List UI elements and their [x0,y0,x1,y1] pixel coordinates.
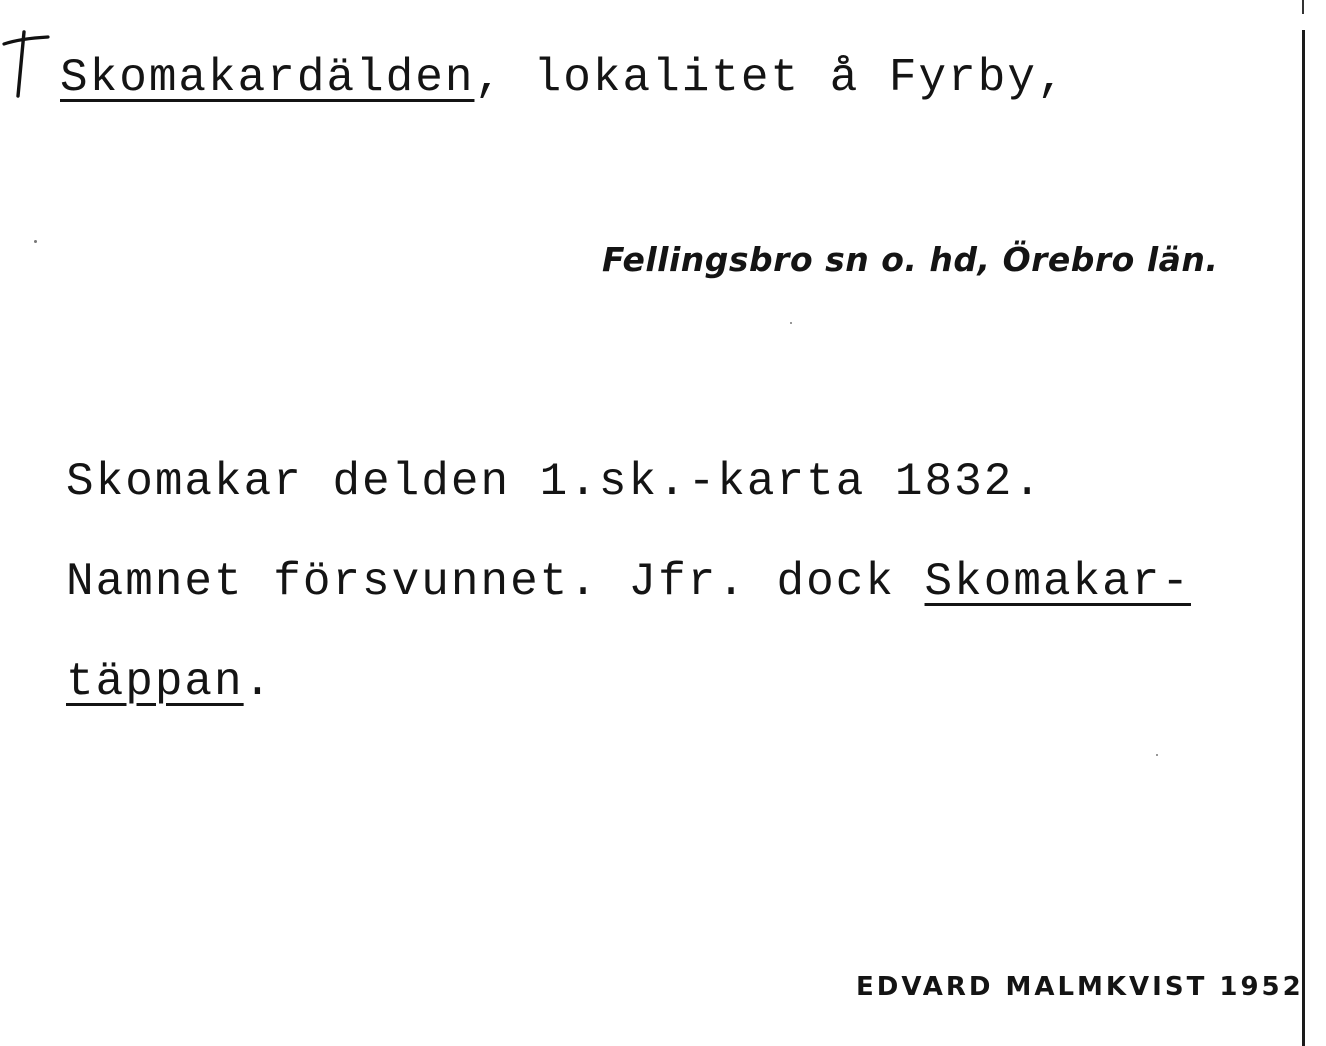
author-signature: EDVARD MALMKVIST 1952 [856,972,1304,1002]
card-heading [60,52,1067,104]
body-line-2 [66,556,1191,608]
card-edge-mark [1302,0,1304,14]
cross-reference-continued: täppan [66,656,244,708]
handwritten-cross-mark [0,28,52,100]
paper-speck [34,240,37,243]
paper-speck [1156,754,1158,756]
headword: Skomakardälden [60,52,475,104]
card-right-border [1302,30,1305,1046]
body-line-1: Skomakar delden 1.sk.-karta 1832. [66,456,1043,508]
heading-description: , lokalitet å Fyrby, [474,52,1067,104]
body-line-3-end: . [243,656,274,708]
body-line-3 [66,656,273,708]
cross-reference: Skomakar- [924,556,1191,608]
paper-speck [790,322,792,324]
place-stamp: Fellingsbro sn o. hd, Örebro län. [602,240,1219,279]
body-line-2-text: Namnet försvunnet. Jfr. dock [66,556,925,608]
